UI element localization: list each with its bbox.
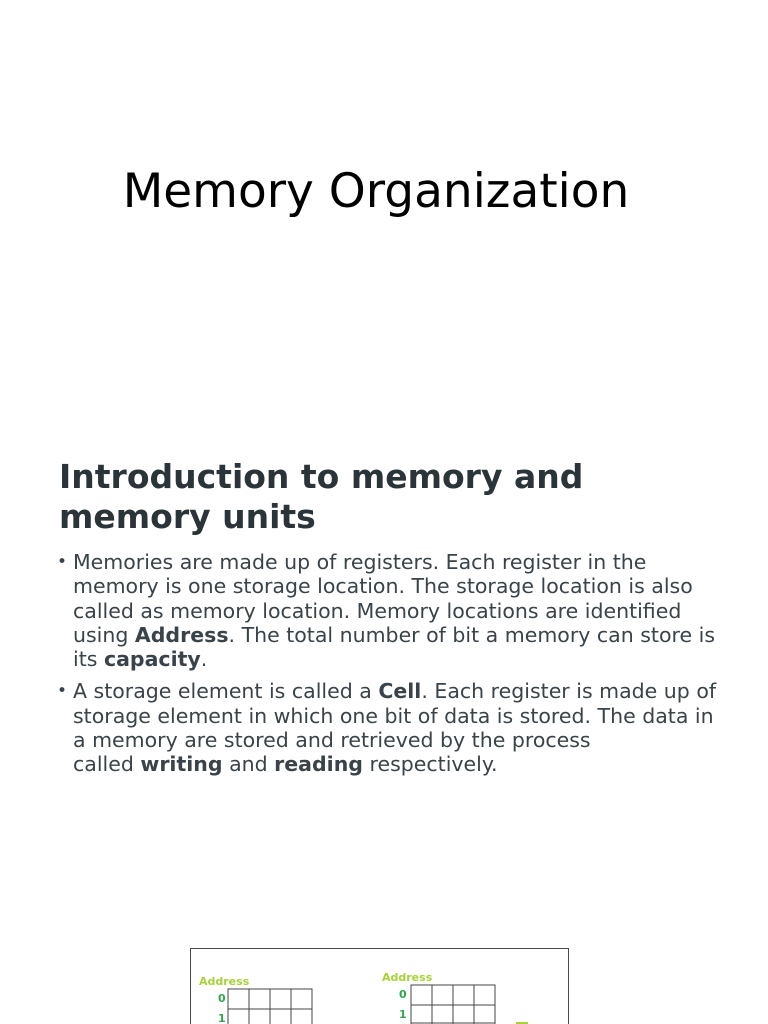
bullet-text: Memories are made up of registers. Each register in the memory is one storage location. The storage location is also called as memory location. Memory locations are identified using — [73, 550, 693, 647]
bullet-text: . — [200, 647, 208, 672]
section-heading-line2: memory units — [59, 497, 316, 536]
memory-diagram — [191, 949, 568, 1024]
row-number: 0 — [218, 992, 226, 1005]
bullet-item-cell — [57, 679, 717, 776]
address-label-right: Address — [382, 971, 433, 984]
row-number: 1 — [218, 1012, 226, 1024]
bullet-dot-icon: • — [57, 681, 68, 702]
bold-term-reading: reading — [274, 752, 363, 777]
bold-term-cell: Cell — [378, 679, 422, 704]
section-heading-line1: Introduction to memory and — [59, 457, 584, 496]
bullet-item-registers — [57, 550, 717, 671]
bullet-text: called — [73, 752, 141, 777]
memory-figure — [190, 948, 569, 1024]
cell-grid-right — [411, 985, 495, 1024]
bullet-dot-icon: • — [57, 552, 68, 572]
bullet-text: . Each register is made up of storage element in which one bit of data is stored. The data in a memory are stored and retrieved by the process — [73, 679, 717, 753]
bullet-text: and — [222, 752, 275, 777]
bold-term-capacity: capacity — [103, 647, 201, 672]
address-label-left: Address — [199, 975, 250, 988]
section-heading — [59, 457, 739, 537]
row-number: 0 — [399, 988, 407, 1001]
cell-grid-left — [228, 989, 312, 1024]
bullet-text: respectively. — [362, 752, 498, 777]
bullet-text: . The total number of bit a memory can store is its — [73, 622, 715, 672]
bullet-text: A storage element is called a — [73, 679, 379, 704]
bullet-list — [57, 550, 717, 785]
bold-term-address: Address — [134, 622, 229, 647]
row-number: 1 — [399, 1008, 407, 1021]
slide-title: Memory Organization — [122, 164, 630, 219]
bold-term-writing: writing — [140, 752, 223, 777]
